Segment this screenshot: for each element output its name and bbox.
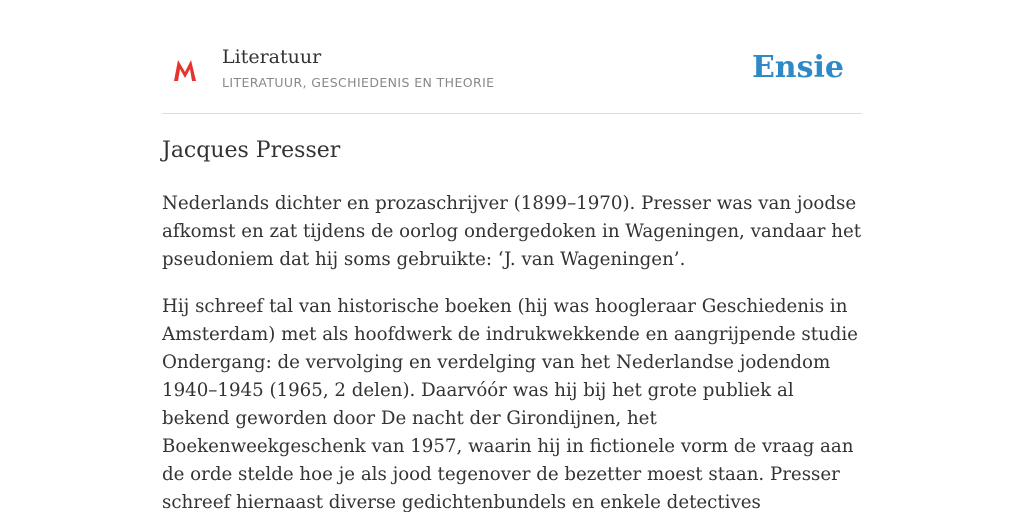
article-paragraph: Hij schreef tal van historische boeken (hij was hoogleraar Geschiedenis in Amsterdam) met als hoofdwerk de indrukwekkende en aangrijpende studie Ondergang: de vervolging en verdelging van het Nederlandse jodendom 1940–1945 (1965, 2 delen). Daarvóór was hij bij het grote publiek al bekend geworden door De nacht der Girondijnen, het Boekenweekgeschenk van 1957, waarin hij in fictionele vorm de vraag aan de orde stelde hoe je als jood tegenover de bezetter moest staan. Presser schreef hiernaast diverse gedichtenbundels en enkele detectives [162,296,858,512]
brand-subtitle: LITERATUUR, GESCHIEDENIS EN THEORIE [222,75,495,90]
page-header [162,0,862,114]
article-title: Jacques Presser [162,138,341,163]
ensie-logo[interactable]: Ensie [751,50,844,85]
article-body [162,190,862,512]
m-logo-icon[interactable] [172,57,198,83]
brand-title[interactable]: Literatuur [222,46,322,68]
article-paragraph: Nederlands dichter en prozaschrijver (1899–1970). Presser was van joodse afkomst en zat tijdens de oorlog ondergedoken in Wageningen, vandaar het pseudoniem dat hij soms gebruikte: ‘J. van Wageningen’. [162,193,862,270]
